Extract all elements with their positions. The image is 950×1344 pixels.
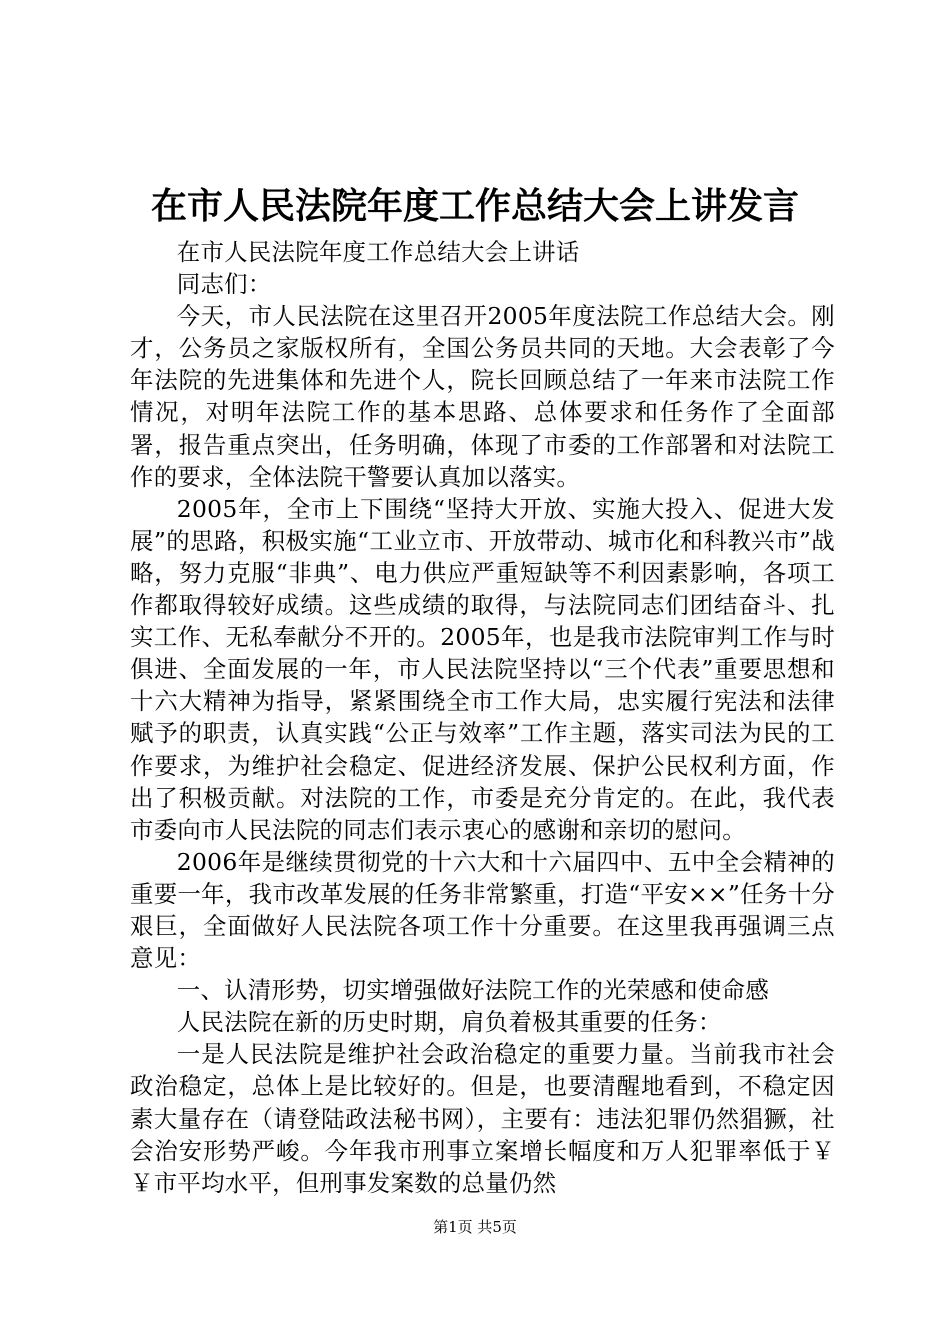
section-heading: 一、认清形势，切实增强做好法院工作的光荣感和使命感 xyxy=(176,976,770,1005)
paragraph: 2005年，全市上下围绕“坚持大开放、实施大投入、促进大发展”的思路，积极实施“工业立市、开放带动、城市化和科教兴市”战略，努力克服“非典”、电力供应严重短缺等不利因素影响，各项工作都取得较好成绩。这些成绩的取得，与法院同志们团结奋斗、扎实工作、无私奉献分不开的。2005年，也是我市法院审判工作与时俱进、全面发展的一年，市人民法院坚持以“三个代表”重要思想和十六大精神为指导，紧紧围绕全市工作大局，忠实履行宪法和法律赋予的职责，认真实践“公正与效率”工作主题，落实司法为民的工作要求，为维护社会稳定、促进经济发展、保护公民权利方面，作出了积极贡献。对法院的工作，市委是充分肯定的。在此，我代表市委向市人民法院的同志们表示衷心的感谢和亲切的慰问。 xyxy=(130,494,835,844)
paragraph-salutation: 同志们： xyxy=(176,270,272,299)
document-title: 在市人民法院年度工作总结大会上讲发言 xyxy=(150,186,799,227)
paragraph-subtitle: 在市人民法院年度工作总结大会上讲话 xyxy=(176,238,580,266)
paragraph: 一是人民法院是维护社会政治稳定的重要力量。当前我市社会政治稳定，总体上是比较好的。但是，也要清醒地看到，不稳定因素大量存在（请登陆政法秘书网），主要有：违法犯罪仍然猖獗，社会治安形势严峻。今年我市刑事立案增长幅度和万人犯罪率低于￥￥市平均水平，但刑事发案数的总量仍然 xyxy=(130,1040,835,1197)
page-footer: 第1页 共5页 xyxy=(433,1218,517,1236)
paragraph: 人民法院在新的历史时期，肩负着极其重要的任务： xyxy=(176,1008,722,1037)
paragraph: 2006年是继续贯彻党的十六大和十六届四中、五中全会精神的重要一年，我市改革发展的任务非常繁重，打造“平安××”任务十分艰巨，全面做好人民法院各项工作十分重要。在这里我再强调三点意见： xyxy=(130,847,835,973)
paragraph: 今天，市人民法院在这里召开2005年度法院工作总结大会。刚才，公务员之家版权所有，全国公务员共同的天地。大会表彰了今年法院的先进集体和先进个人，院长回顾总结了一年来市法院工作情况，对明年法院工作的基本思路、总体要求和任务作了全面部署，报告重点突出，任务明确，体现了市委的工作部署和对法院工作的要求，全体法院干警要认真加以落实。 xyxy=(130,302,835,491)
document-body xyxy=(130,236,835,1199)
